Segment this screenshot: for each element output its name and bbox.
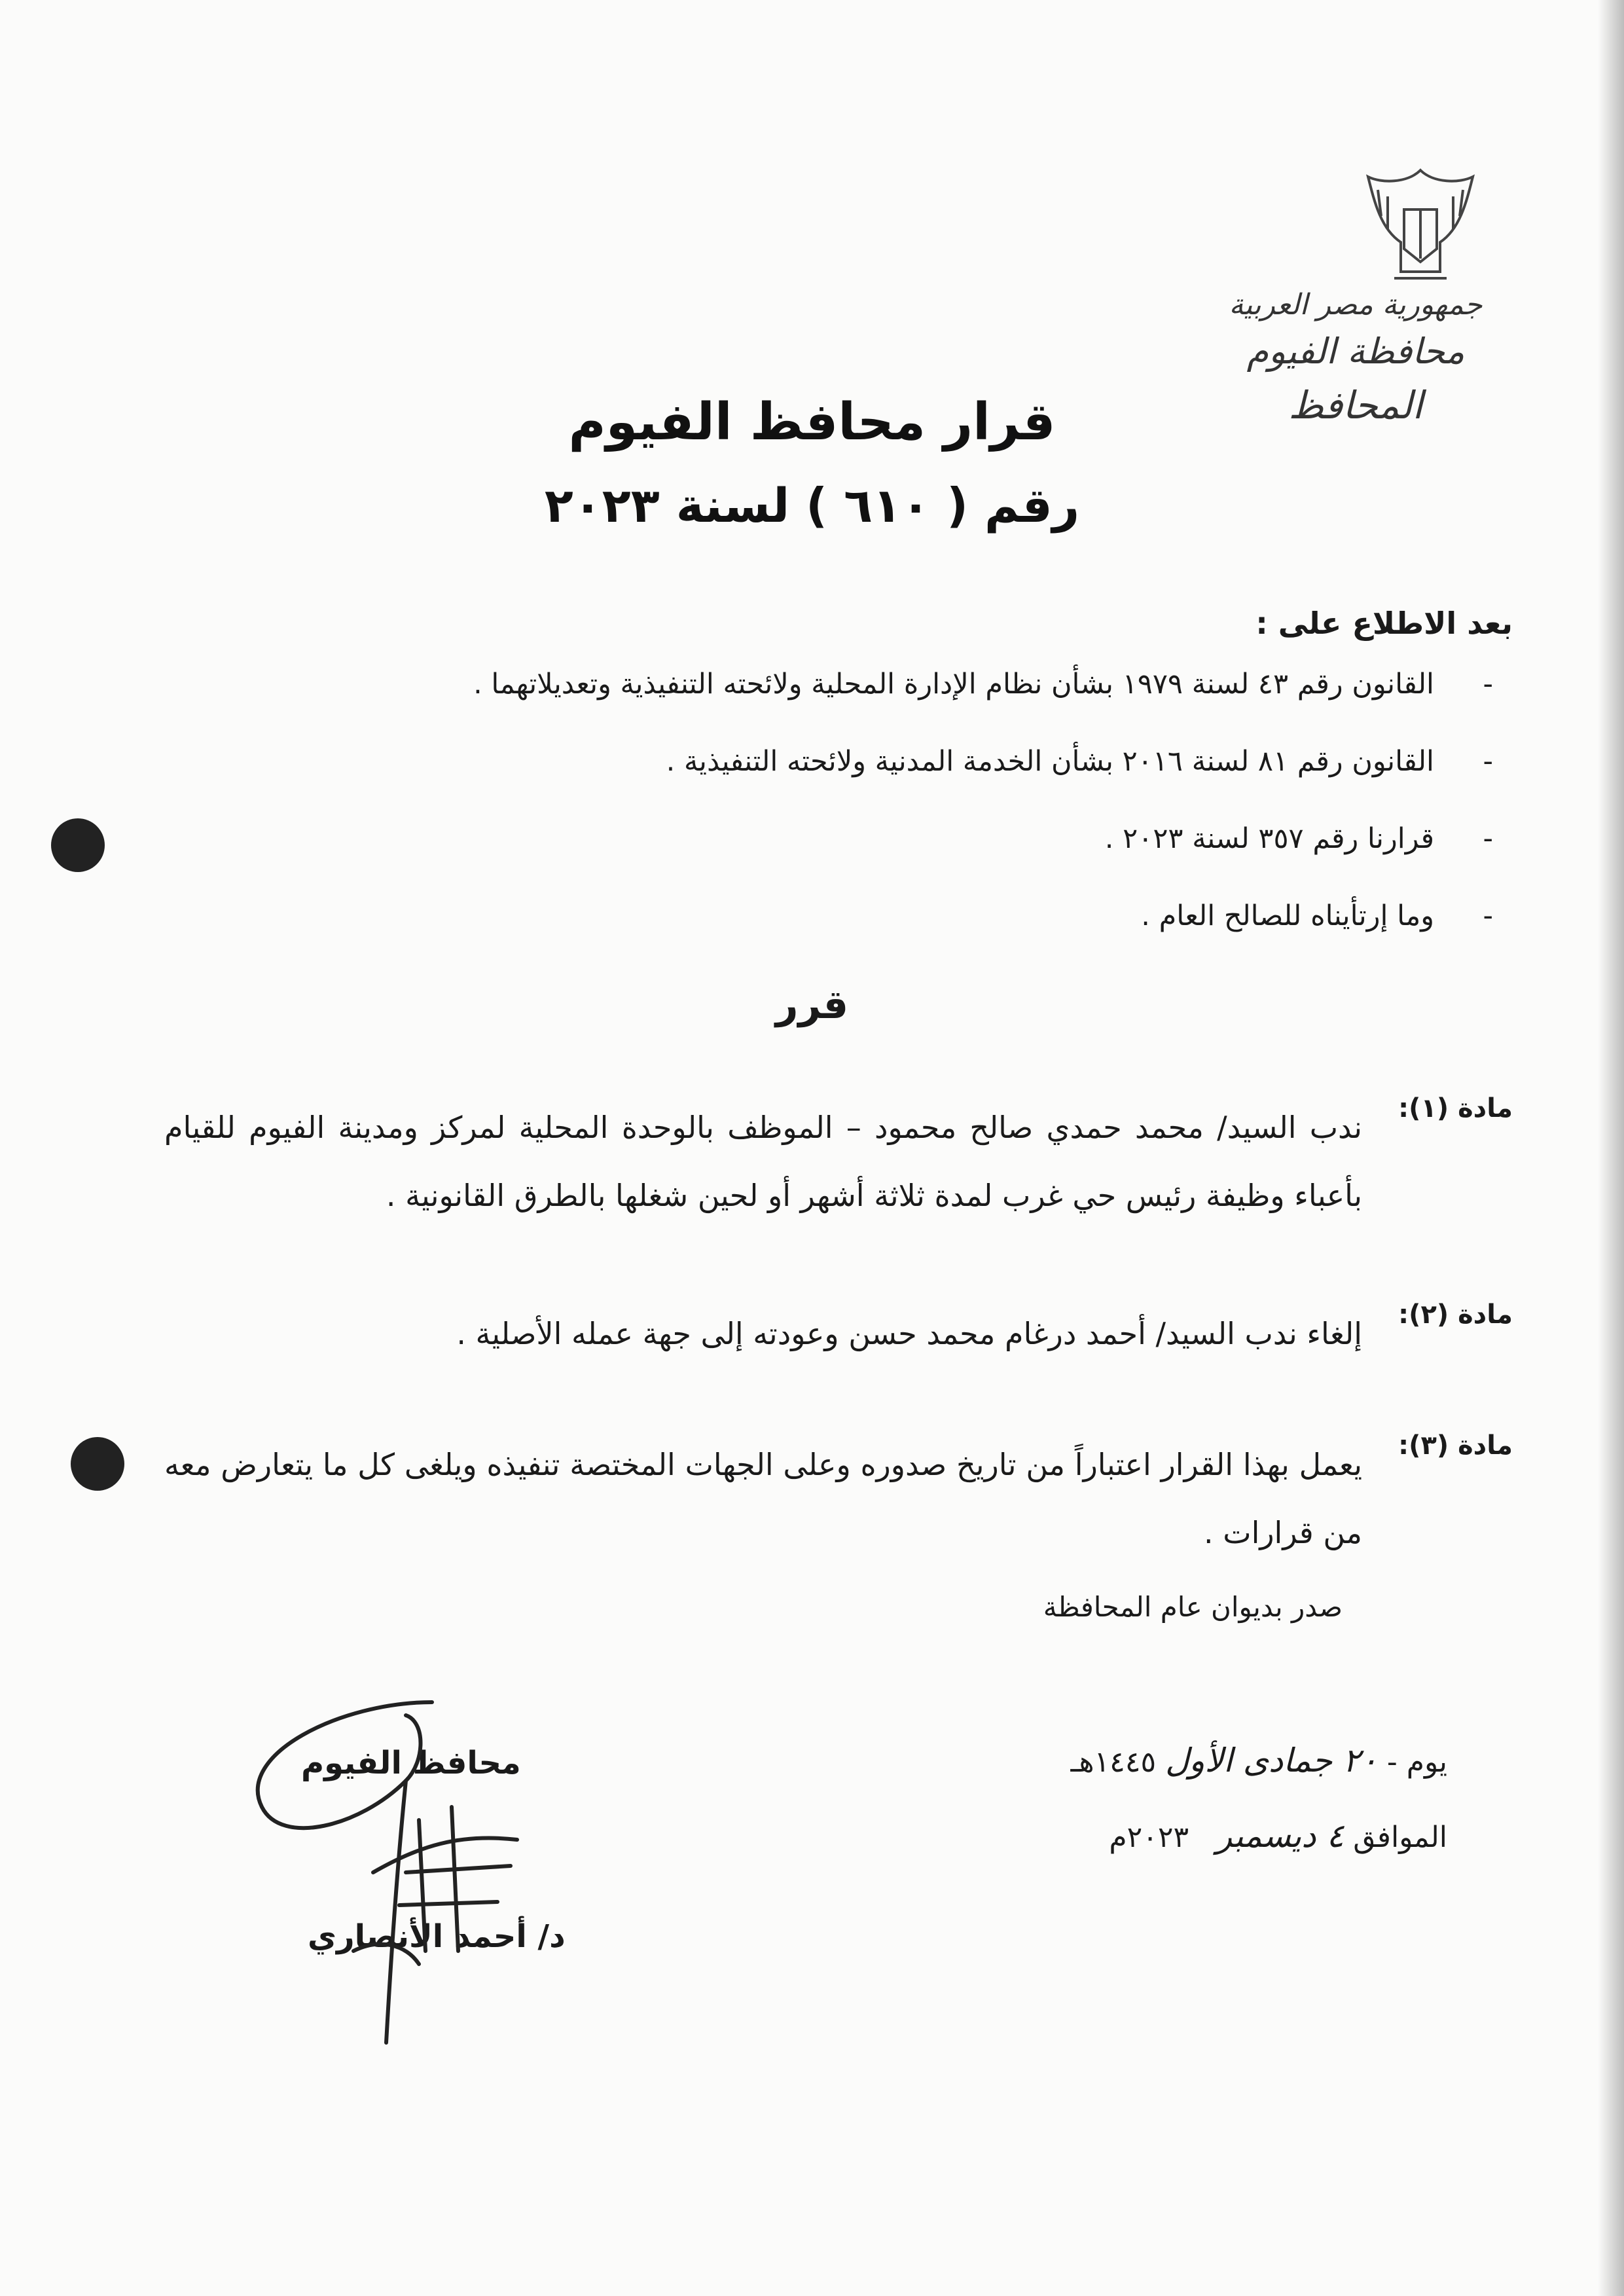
scan-edge-shadow xyxy=(1598,0,1624,2296)
handwritten-hijri-date: ٢٠ جمادى الأول xyxy=(1165,1741,1378,1779)
letterhead-country: جمهورية مصر العربية xyxy=(1229,288,1483,321)
reference-text: وما إرتأيناه للصالح العام . xyxy=(1141,900,1434,932)
bullet-dash: - xyxy=(1483,745,1493,778)
reference-item xyxy=(184,665,1493,742)
letterhead-governorate: محافظة الفيوم xyxy=(1246,331,1465,372)
gregorian-year: ٢٠٢٣م xyxy=(1109,1821,1189,1854)
issued-at: صدر بديوان عام المحافظة xyxy=(1043,1591,1343,1623)
handwritten-signature-icon xyxy=(209,1676,668,2069)
date-day-prefix: يوم xyxy=(1406,1745,1447,1779)
signatory-name: د/ أحمد الأنصاري xyxy=(308,1918,566,1955)
article-label: مادة (٣): xyxy=(1398,1430,1513,1461)
article-label: مادة (١): xyxy=(1398,1093,1513,1123)
reference-list xyxy=(184,665,1493,974)
handwritten-gregorian-date: ٤ ديسمبر xyxy=(1216,1817,1344,1855)
gregorian-date xyxy=(1109,1817,1447,1855)
hijri-year: ١٤٤٥هـ xyxy=(1070,1745,1157,1779)
bullet-dash: - xyxy=(1483,822,1493,855)
article-label: مادة (٢): xyxy=(1398,1300,1513,1330)
preamble-heading: بعد الاطلاع على : xyxy=(1255,606,1513,641)
article-text: إلغاء ندب السيد/ أحمد درغام محمد حسن وعودته إلى جهة عمله الأصلية . xyxy=(456,1316,1362,1351)
eagle-emblem-icon xyxy=(1355,157,1486,288)
reference-text: القانون رقم ٤٣ لسنة ١٩٧٩ بشأن نظام الإدارة المحلية ولائحته التنفيذية وتعديلاتهما . xyxy=(473,668,1434,701)
date-greg-prefix: الموافق xyxy=(1353,1821,1447,1854)
decree-number: رقم ( ٦١٠ ) لسنة ٢٠٢٣ xyxy=(544,478,1080,533)
reference-item xyxy=(184,742,1493,819)
decree-title: قرار محافظ الفيوم xyxy=(568,393,1056,452)
punch-hole-bottom xyxy=(71,1437,124,1491)
bullet-dash: - xyxy=(1483,668,1493,701)
hijri-date: يوم - ٢٠ جمادى الأول ١٤٤٥هـ xyxy=(1070,1741,1447,1779)
reference-item xyxy=(184,896,1493,974)
reference-text: قرارنا رقم ٣٥٧ لسنة ٢٠٢٣ . xyxy=(1104,822,1434,855)
decides-heading: قرر xyxy=(775,982,849,1028)
article-text: ندب السيد/ محمد حمدي صالح محمود – الموظف بالوحدة المحلية لمركز ومدينة الفيوم للقيام بأعباء وظيفة رئيس حي غرب لمدة ثلاثة أشهر أو لحين شغلها بالطرق القانونية . xyxy=(164,1110,1362,1213)
punch-hole-top xyxy=(51,818,105,872)
bullet-dash: - xyxy=(1483,900,1493,932)
reference-item xyxy=(184,819,1493,896)
article-text: يعمل بهذا القرار اعتباراً من تاريخ صدوره وعلى الجهات المختصة تنفيذه ويلغى كل ما يتعارض معه من قرارات . xyxy=(164,1447,1362,1550)
signatory-title: محافظ الفيوم xyxy=(301,1745,521,1781)
reference-text: القانون رقم ٨١ لسنة ٢٠١٦ بشأن الخدمة المدنية ولائحته التنفيذية . xyxy=(666,745,1434,778)
letterhead-governor: المحافظ xyxy=(1288,383,1423,428)
